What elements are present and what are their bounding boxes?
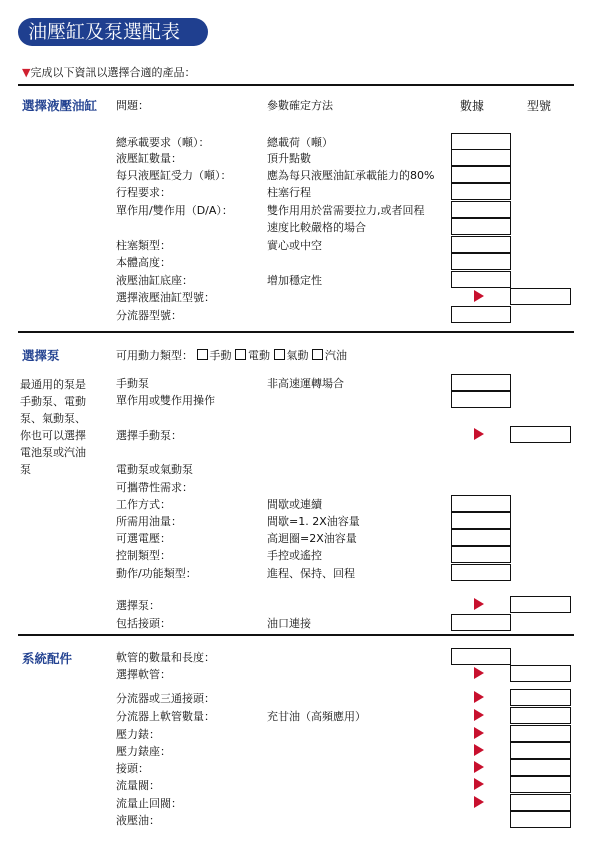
accessory-method: 充甘油（高頻應用） (267, 710, 366, 723)
header-data: 數據 (460, 99, 485, 113)
pump-method: 進程、保持、回程 (267, 567, 355, 580)
side-note-line: 最通用的泵是 (20, 378, 86, 391)
cylinder-question: 單作用/雙作用（D/A）： (116, 204, 233, 217)
pump-data-input[interactable] (451, 512, 511, 529)
cylinder-question: 分流器型號： (116, 309, 182, 322)
header-model: 型號 (527, 99, 552, 113)
side-note-line: 你也可以選擇 (20, 429, 86, 442)
side-note-line: 泵、氣動泵、 (20, 412, 86, 425)
power-option-pneumatic[interactable]: 氣動 (274, 349, 309, 362)
cylinder-method: 雙作用用於當需要拉力,或者回程 (267, 204, 425, 217)
pump-question: 選擇手動泵： (116, 429, 182, 442)
section-title-accessories: 系統配件 (22, 651, 73, 666)
pump-model-input[interactable] (510, 596, 571, 613)
accessory-question: 壓力錶： (116, 728, 160, 741)
accessory-question: 流量止回閥： (116, 797, 182, 810)
cylinder-data-input[interactable] (451, 149, 511, 166)
pump-method: 油口連接 (267, 617, 311, 630)
pump-method: 間歇=1. 2X油容量 (267, 515, 360, 528)
pump-model-input[interactable] (510, 426, 571, 443)
pump-data-input[interactable] (451, 391, 511, 408)
section-title-cylinder: 選擇液壓油缸 (22, 98, 98, 113)
accessory-model-input[interactable] (510, 776, 571, 793)
play-arrow-icon (474, 691, 484, 703)
pump-data-input[interactable] (451, 546, 511, 563)
cylinder-question: 柱塞類型： (116, 239, 171, 252)
power-type-row (116, 347, 347, 363)
pump-question: 控制類型： (116, 549, 171, 562)
intro-line (22, 64, 195, 80)
cylinder-method: 速度比較嚴格的場合 (267, 221, 366, 234)
checkbox[interactable] (235, 349, 246, 360)
header-question: 問題： (116, 99, 149, 112)
pump-question: 可攜帶性需求： (116, 481, 193, 494)
cylinder-method: 柱塞行程 (267, 186, 311, 199)
accessory-model-input[interactable] (510, 725, 571, 742)
cylinder-data-input[interactable] (451, 236, 511, 253)
accessory-model-input[interactable] (510, 794, 571, 811)
cylinder-question: 液壓缸數量： (116, 152, 182, 165)
pump-question: 包括接頭： (116, 617, 171, 630)
pump-question: 可選電壓： (116, 532, 171, 545)
accessory-data-input[interactable] (451, 648, 511, 665)
checkbox[interactable] (197, 349, 208, 360)
cylinder-method: 應為每只液壓油缸承載能力的80% (267, 169, 435, 182)
cylinder-data-input[interactable] (451, 201, 511, 218)
power-option-manual[interactable]: 手動 (197, 349, 232, 362)
accessory-model-input[interactable] (510, 759, 571, 776)
cylinder-method: 增加穩定性 (267, 274, 322, 287)
play-arrow-icon (474, 761, 484, 773)
cylinder-method: 實心或中空 (267, 239, 322, 252)
side-note-line: 電池泵或汽油 (20, 446, 86, 459)
accessory-question: 壓力錶座： (116, 745, 171, 758)
side-note-line: 泵 (20, 463, 31, 476)
cylinder-data-input[interactable] (451, 166, 511, 183)
pump-question: 工作方式： (116, 498, 171, 511)
pump-question: 所需用油量： (116, 515, 182, 528)
pump-question: 單作用或雙作用操作 (116, 394, 215, 407)
cylinder-data-input[interactable] (451, 253, 511, 270)
pump-method: 手控或遙控 (267, 549, 322, 562)
accessory-question: 液壓油： (116, 814, 160, 827)
power-type-label: 可用動力類型： (116, 349, 193, 362)
divider (18, 331, 574, 333)
play-arrow-icon (474, 667, 484, 679)
cylinder-method: 頂升點數 (267, 152, 311, 165)
divider (18, 634, 574, 636)
accessory-model-input[interactable] (510, 707, 571, 724)
play-arrow-icon (474, 727, 484, 739)
pump-question: 選擇泵： (116, 599, 160, 612)
page-title: 油壓缸及泵選配表 (18, 18, 208, 46)
accessory-question: 分流器或三通接頭： (116, 692, 215, 705)
pump-data-input[interactable] (451, 614, 511, 631)
pump-question: 動作/功能類型： (116, 567, 197, 580)
cylinder-question: 總承載要求（噸）： (116, 136, 210, 149)
pump-question: 電動泵或氣動泵 (116, 463, 193, 476)
accessory-model-input[interactable] (510, 665, 571, 682)
cylinder-data-input[interactable] (451, 218, 511, 235)
accessory-model-input[interactable] (510, 742, 571, 759)
triangle-down-icon: ▼ (22, 66, 31, 79)
play-arrow-icon (474, 778, 484, 790)
cylinder-question: 本體高度： (116, 256, 171, 269)
accessory-question: 選擇軟管： (116, 668, 171, 681)
play-arrow-icon (474, 428, 484, 440)
cylinder-data-input[interactable] (451, 133, 511, 150)
play-arrow-icon (474, 598, 484, 610)
cylinder-data-input[interactable] (451, 183, 511, 200)
power-option-gasoline[interactable]: 汽油 (312, 349, 347, 362)
play-arrow-icon (474, 796, 484, 808)
header-method: 參數確定方法 (267, 99, 333, 112)
pump-question: 手動泵 (116, 377, 149, 390)
pump-method: 非高速運轉場合 (267, 377, 344, 390)
cylinder-data-input[interactable] (451, 271, 511, 288)
pump-data-input[interactable] (451, 529, 511, 546)
pump-data-input[interactable] (451, 495, 511, 512)
cylinder-model-input[interactable] (510, 288, 571, 305)
pump-method: 間歇或連續 (267, 498, 322, 511)
accessory-model-input[interactable] (510, 811, 571, 828)
cylinder-method: 總載荷（噸） (267, 136, 333, 149)
divider (18, 84, 574, 86)
cylinder-data-input[interactable] (451, 306, 511, 323)
play-arrow-icon (474, 290, 484, 302)
cylinder-question: 行程要求： (116, 186, 171, 199)
pump-method: 高迴圈=2X油容量 (267, 532, 357, 545)
accessory-question: 流量閥： (116, 779, 160, 792)
checkbox[interactable] (312, 349, 323, 360)
power-option-electric[interactable]: 電動 (235, 349, 270, 362)
checkbox[interactable] (274, 349, 285, 360)
pump-data-input[interactable] (451, 564, 511, 581)
accessory-question: 軟管的數量和長度： (116, 651, 215, 664)
accessory-question: 接頭： (116, 762, 149, 775)
cylinder-question: 每只液壓缸受力（噸）： (116, 169, 232, 182)
cylinder-question: 液壓油缸底座： (116, 274, 193, 287)
cylinder-question: 選擇液壓油缸型號： (116, 291, 215, 304)
play-arrow-icon (474, 709, 484, 721)
accessory-question: 分流器上軟管數量： (116, 710, 215, 723)
intro-text: 完成以下資訊以選擇合適的產品： (30, 66, 196, 79)
play-arrow-icon (474, 744, 484, 756)
side-note-line: 手動泵、電動 (20, 395, 86, 408)
section-title-pump: 選擇泵 (22, 348, 60, 363)
pump-data-input[interactable] (451, 374, 511, 391)
accessory-model-input[interactable] (510, 689, 571, 706)
